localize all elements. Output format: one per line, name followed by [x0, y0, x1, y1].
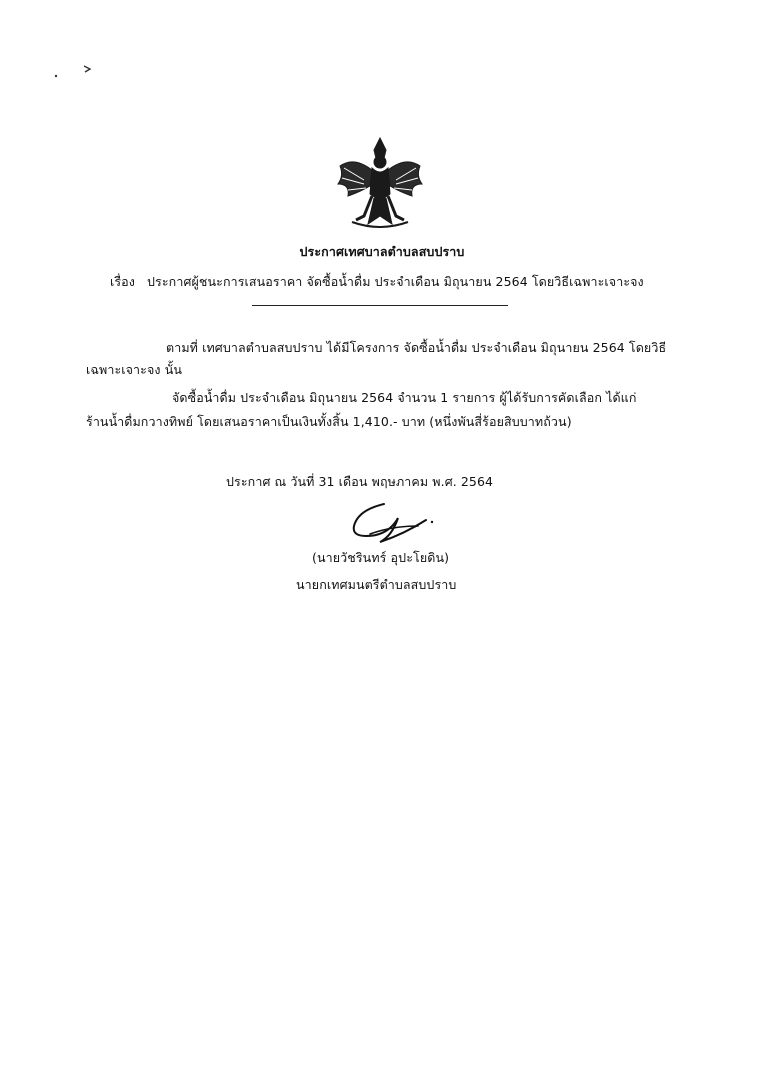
garuda-emblem-icon — [334, 136, 426, 232]
stray-mark-icon — [52, 60, 102, 80]
document-subject — [110, 274, 644, 290]
signer-name: (นายวัชรินทร์ อุปะโยดิน) — [312, 550, 450, 565]
paragraph-2-line-2: ร้านน้ำดื่มกวางทิพย์ โดยเสนอราคาเป็นเงินทั้งสิ้น 1,410.- บาท (หนึ่งพันสี่ร้อยสิบบาทถ้วน) — [86, 414, 572, 429]
paragraph-2-line-1: จัดซื้อน้ำดื่ม ประจำเดือน มิถุนายน 2564 จำนวน 1 รายการ ผู้ได้รับการคัดเลือก ได้แก่ — [172, 390, 637, 405]
signer-position: นายกเทศมนตรีตำบลสบปราบ — [296, 577, 457, 592]
subject-text: ประกาศผู้ชนะการเสนอราคา จัดซื้อน้ำดื่ม ประจำเดือน มิถุนายน 2564 โดยวิธีเฉพาะเจาะจง — [147, 274, 644, 289]
announcement-date: ประกาศ ณ วันที่ 31 เดือน พฤษภาคม พ.ศ. 2564 — [226, 474, 494, 489]
divider-line — [252, 305, 508, 306]
handwritten-signature-icon — [340, 496, 440, 548]
paragraph-1-line-1: ตามที่ เทศบาลตำบลสบปราบ ได้มีโครงการ จัดซื้อน้ำดื่ม ประจำเดือน มิถุนายน 2564 โดยวิธี — [166, 340, 667, 355]
paragraph-1-line-2: เฉพาะเจาะจง นั้น — [86, 362, 182, 377]
subject-label: เรื่อง — [110, 274, 135, 289]
document-title: ประกาศเทศบาลตำบลสบปราบ — [299, 244, 465, 259]
